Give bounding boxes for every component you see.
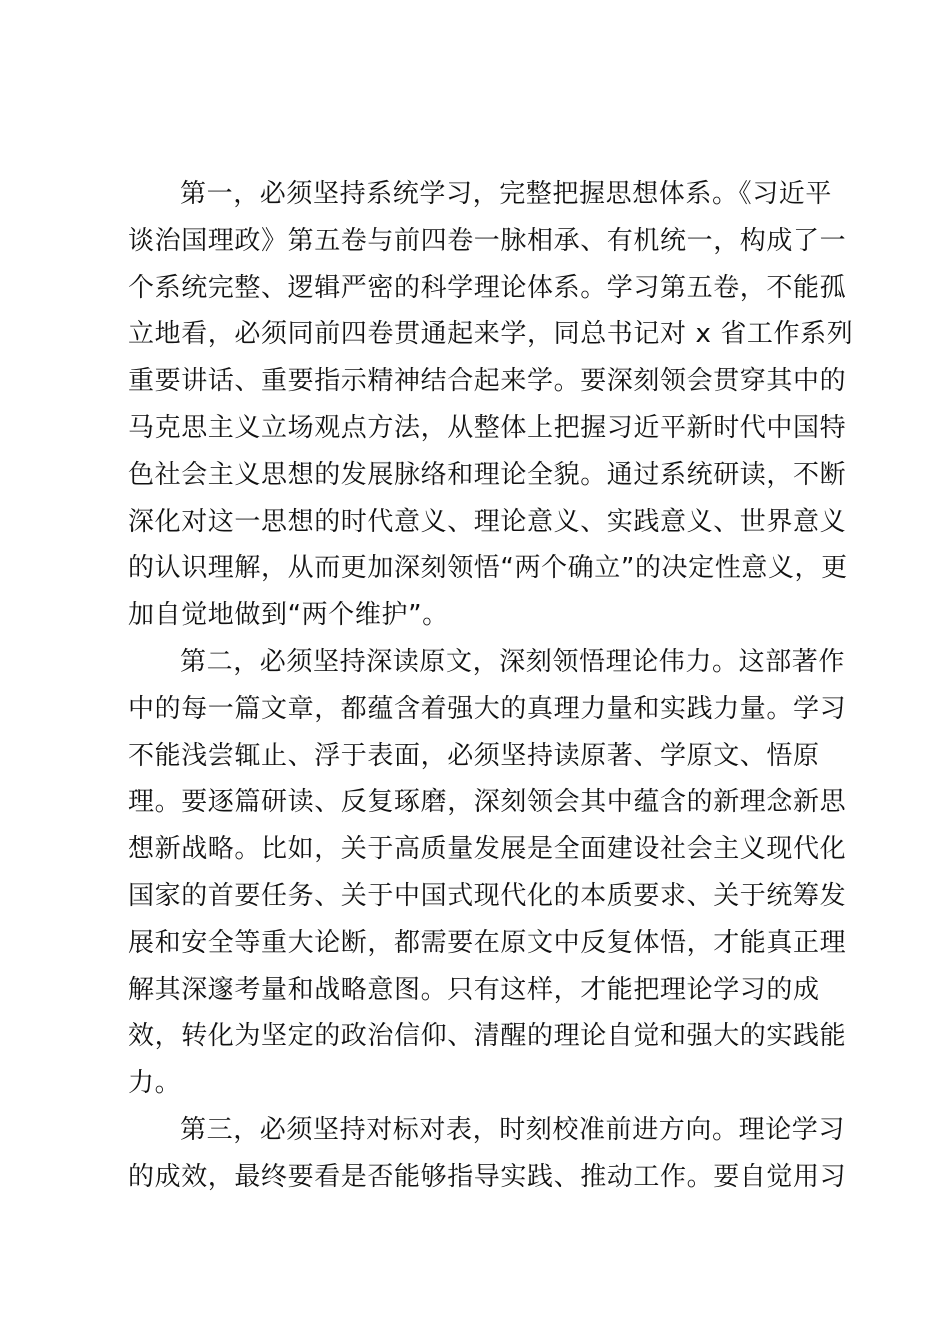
text-line: 想新战略。比如，关于高质量发展是全面建设社会主义现代化	[128, 834, 847, 865]
text-line: 立地看，必须同前四卷贯通起来学，同总书记对 x 省工作系列	[128, 319, 854, 350]
text-line: 色社会主义思想的发展脉络和理论全貌。通过系统研读，不断	[128, 459, 847, 490]
text-line: 第三，必须坚持对标对表，时刻校准前进方向。理论学习	[180, 1114, 846, 1145]
text-line: 不能浅尝辄止、浮于表面，必须坚持读原著、学原文、悟原	[128, 740, 820, 771]
text-line: 解其深邃考量和战略意图。只有这样，才能把理论学习的成	[128, 974, 820, 1005]
text-line: 的成效，最终要看是否能够指导实践、推动工作。要自觉用习	[128, 1161, 847, 1192]
text-line: 马克思主义立场观点方法，从整体上把握习近平新时代中国特	[128, 412, 847, 443]
paragraph-2	[128, 639, 847, 1107]
text-line: 中的每一篇文章，都蕴含着强大的真理力量和实践力量。学习	[128, 693, 847, 724]
text-line: 理。要逐篇研读、反复琢磨，深刻领会其中蕴含的新理念新思	[128, 787, 847, 818]
text-line: 的认识理解，从而更加深刻领悟“两个确立”的决定性意义，更	[128, 553, 848, 584]
document-body	[128, 171, 854, 1201]
text-line: 重要讲话、重要指示精神结合起来学。要深刻领会贯穿其中的	[128, 366, 847, 397]
text-line: 第二，必须坚持深读原文，深刻领悟理论伟力。这部著作	[180, 646, 846, 677]
text-line: 加自觉地做到“两个维护”。	[128, 600, 449, 631]
text-line: 个系统完整、逻辑严密的科学理论体系。学习第五卷，不能孤	[128, 272, 847, 303]
text-line: 展和安全等重大论断，都需要在原文中反复体悟，才能真正理	[128, 927, 847, 958]
text-line: 第一，必须坚持系统学习，完整把握思想体系。《习近平	[180, 179, 833, 209]
text-line: 效，转化为坚定的政治信仰、清醒的理论自觉和强大的实践能	[128, 1021, 847, 1052]
text-line: 国家的首要任务、关于中国式现代化的本质要求、关于统筹发	[128, 880, 847, 911]
text-line: 力。	[128, 1068, 182, 1099]
text-line: 深化对这一思想的时代意义、理论意义、实践意义、世界意义	[128, 506, 847, 537]
paragraph-3	[128, 1107, 847, 1201]
paragraph-1	[128, 171, 854, 639]
text-line: 谈治国理政》第五卷与前四卷一脉相承、有机统一，构成了一	[128, 225, 847, 256]
